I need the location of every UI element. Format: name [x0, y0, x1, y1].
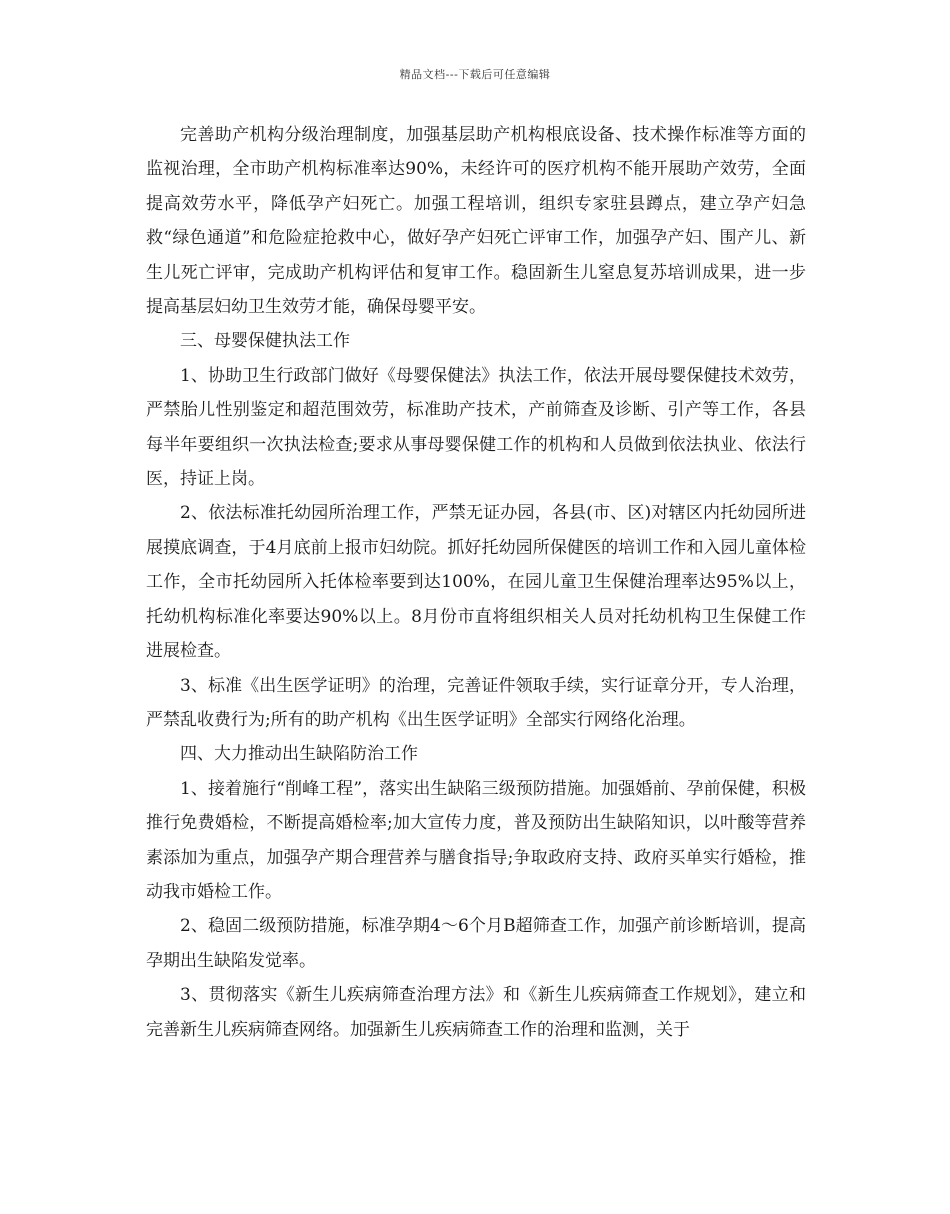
paragraph-birth-certificate: 3、标准《出生医学证明》的治理，完善证件领取手续，实行证章分开，专人治理，严禁乱收费行为;所有的助产机构《出生医学证明》全部实行网络化治理。 — [146, 675, 806, 730]
section-heading-birth-defects: 四、大力推动出生缺陷防治工作 — [180, 744, 418, 765]
paragraph-obstetric-management: 完善助产机构分级治理制度，加强基层助产机构根底设备、技术操作标准等方面的监视治理，全市助产机构标准率达90%，未经许可的医疗机构不能开展助产效劳，全面提高效劳水平，降低孕产妇死亡。加强工程培训，组织专家驻县蹲点，建立孕产妇急救“绿色通道”和危险症抢救中心，做好孕产妇死亡评审工作，加强孕产妇、围产儿、新生儿死亡评审，完成助产机构评估和复审工作。稳固新生儿窒息复苏培训成果，进一步提高基层妇幼卫生效劳才能，确保母婴平安。 — [146, 125, 806, 318]
section-heading-maternal-law: 三、母婴保健执法工作 — [180, 331, 350, 352]
page-header: 精品文档---下载后可任意编辑 — [399, 68, 551, 81]
paragraph-premarital-checkup: 1、接着施行“削峰工程”，落实出生缺陷三级预防措施。加强婚前、孕前保健，积极推行免费婚检，不断提高婚检率;加大宣传力度，普及预防出生缺陷知识，以叶酸等营养素添加为重点，加强孕产期合理营养与膳食指导;争取政府支持、政府买单实行婚检，推动我市婚检工作。 — [146, 778, 806, 902]
paragraph-kindergarten-management: 2、依法标准托幼园所治理工作，严禁无证办园，各县(市、区)对辖区内托幼园所进展摸底调查，于4月底前上报市妇幼院。抓好托幼园所保健医的培训工作和入园儿童体检工作，全市托幼园所入托体检率要到达100%，在园儿童卫生保健治理率达95%以上，托幼机构标准化率要达90%以上。8月份市直将组织相关人员对托幼机构卫生保健工作进展检查。 — [146, 503, 806, 662]
paragraph-law-enforcement: 1、协助卫生行政部门做好《母婴保健法》执法工作，依法开展母婴保健技术效劳，严禁胎儿性别鉴定和超范围效劳，标准助产技术，产前筛查及诊断、引产等工作，各县每半年要组织一次执法检查;要求从事母婴保健工作的机构和人员做到依法执业、依法行医，持证上岗。 — [146, 365, 806, 490]
paragraph-secondary-prevention: 2、稳固二级预防措施，标准孕期4～6个月B超筛查工作，加强产前诊断培训，提高孕期出生缺陷发觉率。 — [146, 916, 806, 971]
document-body — [146, 118, 806, 1047]
paragraph-newborn-screening: 3、贯彻落实《新生儿疾病筛查治理方法》和《新生儿疾病筛查工作规划》，建立和完善新生儿疾病筛查网络。加强新生儿疾病筛查工作的治理和监测，关于 — [146, 985, 806, 1040]
